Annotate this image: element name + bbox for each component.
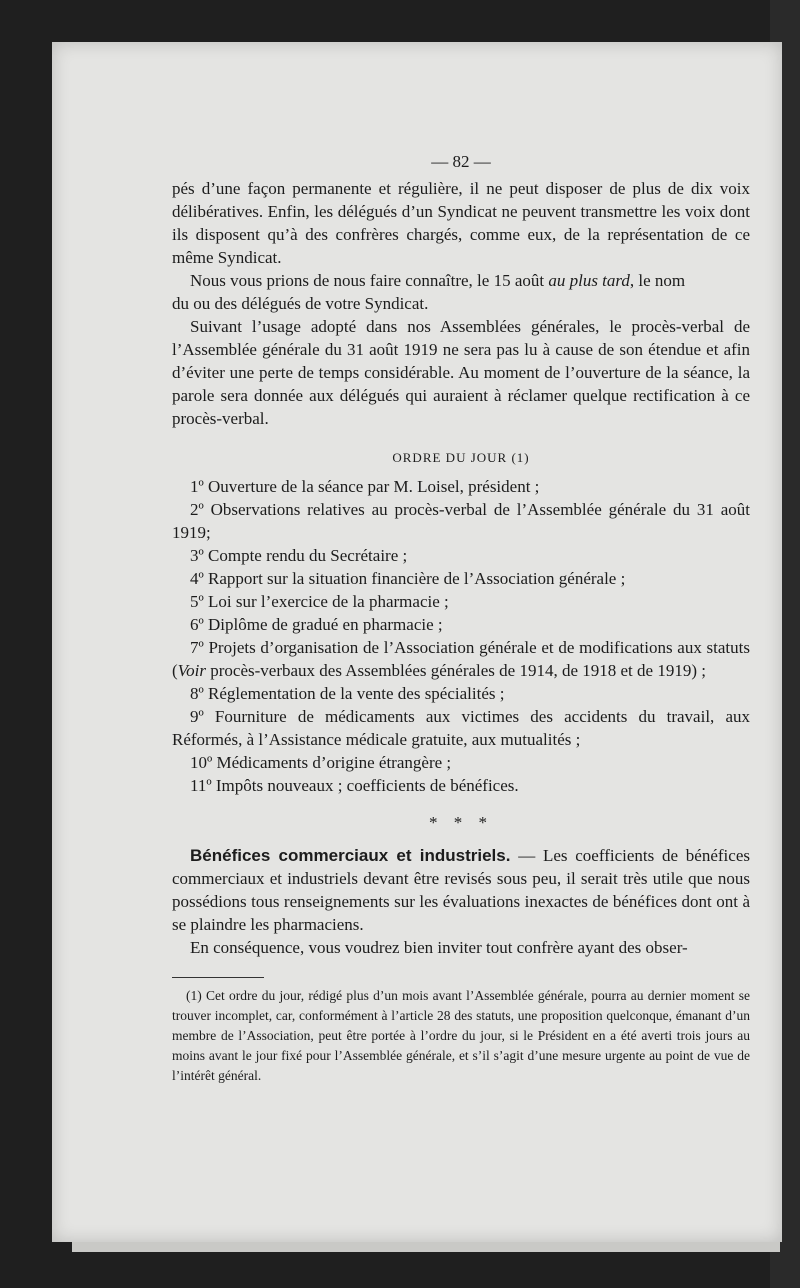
paragraph-2-continuation: du ou des délégués de votre Syndicat.	[172, 294, 429, 313]
section-body: — Les coefficients de bénéfices commerciaux et industriels devant être revisés sous peu, il serait très utile que nous possédions tous renseignements sur les évaluations inexactes de bénéfices dont ont à se plaindre les pharmaciens.	[172, 846, 750, 934]
agenda-item: 11º Impôts nouveaux ; coefficients de bénéfices.	[190, 776, 519, 795]
agenda-item: 5º Loi sur l’exercice de la pharmacie ;	[190, 592, 449, 611]
agenda-item-7-italic: Voir	[177, 661, 207, 680]
agenda-item: 6º Diplôme de gradué en pharmacie ;	[190, 615, 443, 634]
agenda-item	[172, 636, 750, 682]
section-title: Bénéfices commerciaux et industriels.	[190, 846, 511, 865]
agenda-item-7-end: procès-verbaux des Assemblées générales de 1914, de 1918 et de 1919) ;	[206, 661, 706, 680]
footnote: (1) Cet ordre du jour, rédigé plus d’un mois avant l’Assemblée générale, pourra au dernier moment se trouver incomplet, car, conformément à l’article 28 des statuts, une proposition quelconque, émanant d’un membre de l’Association, peut être portée à l’ordre du jour, si le Président en a été averti trois jours au moins avant le jour fixé pour l’Assemblée générale, et s’il s’agit d’une mesure urgente au point de vue de l’intérêt général.	[172, 988, 750, 1083]
agenda-heading: ORDRE DU JOUR (1)	[392, 450, 530, 465]
page-number: — 82 —	[431, 152, 491, 171]
section-separator: * * *	[429, 813, 493, 832]
agenda-item: 10º Médicaments d’origine étrangère ;	[190, 753, 452, 772]
paragraph-2-italic: au plus tard	[548, 271, 630, 290]
agenda-item-7-text: 7º Projets d’organisation de l’Association générale et de modifications aux statuts (	[172, 638, 750, 680]
agenda-item: 9º Fourniture de médicaments aux victimes des accidents du travail, aux Réformés, à l’Assistance médicale gratuite, aux mutualités ;	[172, 707, 750, 749]
agenda-list	[172, 475, 750, 797]
paragraph-3: Suivant l’usage adopté dans nos Assemblées générales, le procès-verbal de l’Assemblée générale du 31 août 1919 ne sera pas lu à cause de son étendue et afin d’éviter une perte de temps considérable. Au moment de l’ouverture de la séance, la parole sera donnée aux délégués qui auraient à réclamer quelque rectification à ce procès-verbal.	[172, 317, 750, 428]
agenda-item: 8º Réglementation de la vente des spécialités ;	[190, 684, 505, 703]
paragraph-2	[172, 269, 750, 292]
page-content	[172, 150, 750, 1086]
agenda-item: 1º Ouverture de la séance par M. Loisel, président ;	[190, 477, 540, 496]
agenda-item: 3º Compte rendu du Secrétaire ;	[190, 546, 408, 565]
paragraph-2-end: , le nom	[629, 271, 686, 290]
agenda-item: 4º Rapport sur la situation financière de l’Association générale ;	[190, 569, 626, 588]
paragraph-1: pés d’une façon permanente et régulière, il ne peut disposer de plus de dix voix délibératives. Enfin, les délégués d’un Syndicat ne peuvent transmettre les voix dont ils disposent qu’à des confrères chargés, comme eux, de la représentation de ce même Syndicat.	[172, 179, 750, 267]
footnote-rule	[172, 977, 264, 978]
last-paragraph: En conséquence, vous voudrez bien inviter tout confrère ayant des obser-	[190, 938, 688, 957]
agenda-item: 2º Observations relatives au procès-verbal de l’Assemblée générale du 31 août 1919;	[172, 500, 750, 542]
paragraph-2-text: Nous vous prions de nous faire connaître, le 15 août	[190, 271, 549, 290]
section-paragraph	[172, 844, 750, 936]
